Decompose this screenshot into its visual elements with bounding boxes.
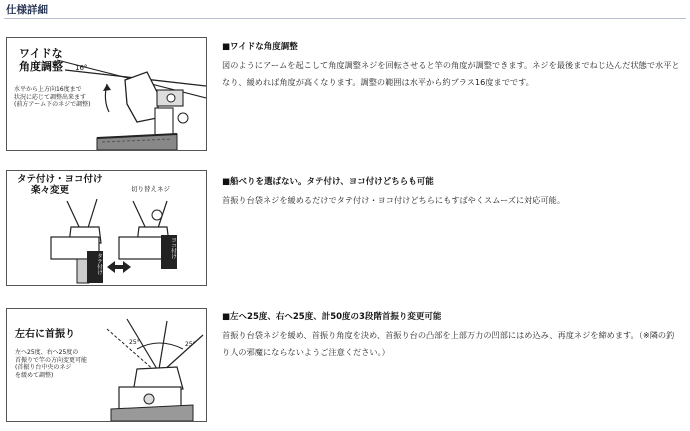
figure-label-line1: ワイドな — [19, 47, 63, 60]
section-title: 仕様詳細 — [6, 4, 48, 16]
feature-row-swivel — [0, 298, 690, 428]
tag-horizontal: ヨコ付け — [170, 237, 176, 259]
figure-label — [17, 175, 103, 197]
figure-label-line2: 楽々変更 — [31, 184, 70, 196]
feature-row-angle — [0, 30, 690, 152]
figure-label — [19, 48, 63, 73]
feature-description — [222, 310, 682, 361]
feature-body: 首振り台袋ネジを緩め、首振り角度を決め、首振り台の凸部を上部万力の凹部にはめ込み、再度ネジを締めます。（※隣の釣り人の邪魔にならないようご注意ください。） — [222, 330, 675, 357]
figure-note — [14, 86, 91, 109]
spec-header — [0, 0, 690, 22]
header-divider — [4, 18, 686, 19]
feature-title: ■ワイドな角度調整 — [222, 42, 298, 52]
angle-mark: 16° — [75, 64, 88, 72]
figure-note-line4: を緩めて調整) — [15, 371, 54, 379]
figure-label-line1: タテ付け・ヨコ付け — [17, 174, 103, 185]
feature-body: 首振り台袋ネジを緩めるだけでタテ付け・ヨコ付けどちらにもすばやくスムーズに対応可能。 — [222, 195, 566, 205]
feature-row-mount — [0, 160, 690, 290]
figure-note-line3: (前方アーム下のネジで調整) — [14, 101, 91, 108]
angle-left: 25° — [129, 339, 140, 346]
figure-mount-switch — [6, 170, 207, 286]
figure-note-line1: 水平から上方向16度まで — [14, 86, 82, 93]
figure-note-line3: (首振り台中央のネジ — [15, 364, 72, 371]
figure-note — [15, 349, 87, 379]
feature-title: ■左へ25度、右へ25度、計50度の3段階首振り変更可能 — [222, 312, 442, 322]
figure-note-line2: 首振りで竿の方向変更可能 — [15, 356, 88, 364]
feature-body: 図のようにアームを起こして角度調整ネジを回転させると竿の角度が調整できます。ネジを最後までねじ込んだ状態で水平となり、緩めれば角度が高くなります。調整の範囲は水平から約プラス16度までです。 — [222, 60, 680, 87]
switch-screw-label: 切り替えネジ — [131, 185, 170, 193]
feature-description — [222, 40, 682, 91]
figure-label: 左右に首振り — [15, 329, 75, 340]
figure-swivel — [6, 308, 207, 422]
figure-note-line2: 状況に応じて調整出来ます — [14, 93, 87, 101]
figure-angle-adjust — [6, 37, 207, 151]
feature-description — [222, 175, 682, 209]
angle-right: 25° — [185, 341, 196, 348]
figure-note-line1: 左へ25度、右へ25度の — [15, 349, 79, 356]
figure-label-line2: 角度調整 — [19, 59, 63, 73]
feature-title: ■船べりを選ばない。タテ付け、ヨコ付けどちらも可能 — [222, 177, 434, 187]
tag-vertical: タテ付け — [96, 253, 102, 275]
